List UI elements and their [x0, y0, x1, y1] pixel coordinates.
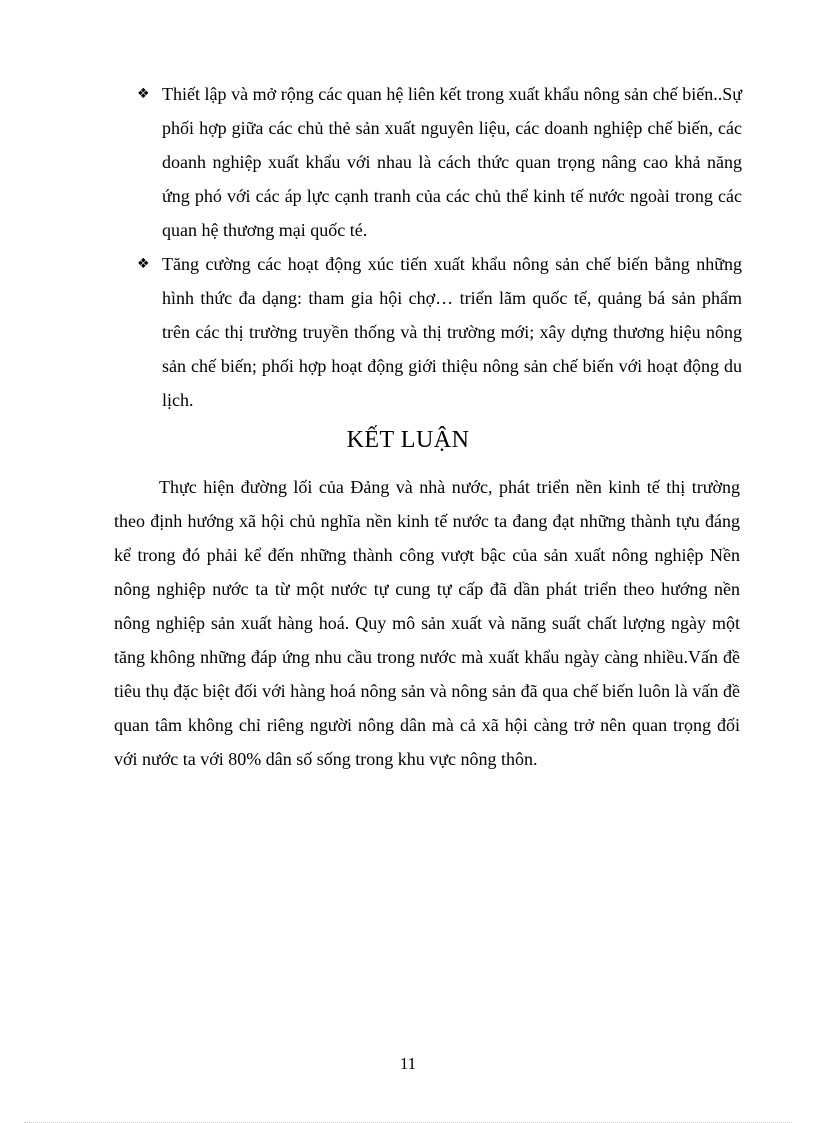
- page-number: 11: [399, 1054, 417, 1073]
- conclusion-paragraph: Thực hiện đường lối của Đảng và nhà nước, phát triển nền kinh tế thị trường theo định hướng xã hội chủ nghĩa nền kinh tế nước ta đang đạt những thành tựu đáng kể trong đó phải kể đến những thành công vượt bậc của sản xuất nông nghiệp Nền nông nghiệp nước ta từ một nước tự cung tự cấp đã dần phát triển theo hướng nền nông nghiệp sản xuất hàng hoá. Quy mô sản xuất và năng suất chất lượng ngày một tăng không những đáp ứng nhu cầu trong nước mà xuất khẩu ngày càng nhiều.Vấn đề tiêu thụ đặc biệt đối với hàng hoá nông sản và nông sản đã qua chế biến luôn là vấn đề quan tâm không chỉ riêng người nông dân mà cả xã hội càng trở nên quan trọng đối với nước ta với 80% dân số sống trong khu vực nông thôn.: [114, 477, 740, 769]
- section-heading: KẾT LUẬN: [346, 427, 470, 453]
- bullet-item: [137, 247, 742, 417]
- bullet-item: [137, 77, 742, 247]
- diamond-bullet-icon: ❖: [137, 256, 150, 272]
- bullet-text: Tăng cường các hoạt động xúc tiến xuất khẩu nông sản chế biến bằng những hình thức đa dạng: tham gia hội chợ… triển lãm quốc tế, quảng bá sản phẩm trên các thị trường truyền thống và thị trường mới; xây dựng thương hiệu nông sản chế biến; phối hợp hoạt động giới thiệu nông sản chế biến với hoạt động du lịch.: [162, 254, 742, 410]
- bullet-text: Thiết lập và mở rộng các quan hệ liên kết trong xuất khẩu nông sản chế biến..Sự phối hợp giữa các chủ thẻ sản xuất nguyên liệu, các doanh nghiệp chế biến, các doanh nghiệp xuất khẩu với nhau là cách thức quan trọng nâng cao khả năng ứng phó với các áp lực cạnh tranh của các chủ thể kinh tế nước ngoài trong các quan hệ thương mại quốc té.: [162, 84, 742, 240]
- diamond-bullet-icon: ❖: [137, 86, 150, 102]
